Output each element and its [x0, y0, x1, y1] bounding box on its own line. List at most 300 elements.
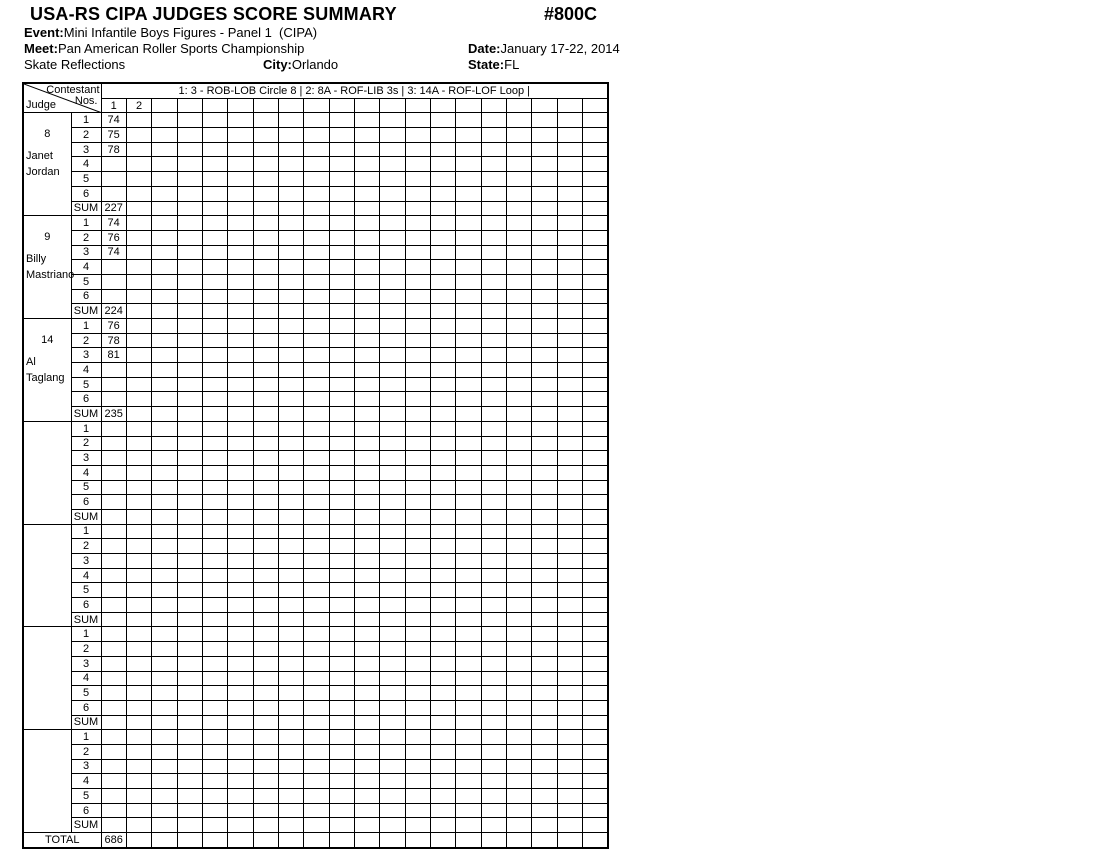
- score-cell: [380, 377, 405, 392]
- score-cell: [507, 128, 532, 143]
- sum-cell: [152, 407, 177, 422]
- score-cell: [253, 598, 278, 613]
- score-cell: [405, 245, 430, 260]
- score-cell: [456, 348, 481, 363]
- score-cell: [152, 451, 177, 466]
- score-cell: [532, 627, 557, 642]
- score-cell: [532, 642, 557, 657]
- judge-4-row-5: [23, 480, 608, 495]
- score-cell: [557, 656, 582, 671]
- score-cell: [405, 348, 430, 363]
- score-cell: [278, 583, 303, 598]
- judge-cell: [23, 319, 71, 422]
- score-cell: [380, 216, 405, 231]
- contestant-number-cell: [304, 98, 329, 113]
- score-cell: [329, 744, 354, 759]
- figure-row-label: SUM: [71, 201, 101, 216]
- score-cell: [177, 392, 202, 407]
- sum-cell: [456, 612, 481, 627]
- score-cell: [177, 230, 202, 245]
- score-cell: [557, 113, 582, 128]
- sum-cell: [228, 612, 253, 627]
- figure-row-label: 3: [71, 759, 101, 774]
- sum-cell: [532, 201, 557, 216]
- score-cell: [253, 700, 278, 715]
- score-cell: [557, 686, 582, 701]
- score-cell: [228, 436, 253, 451]
- score-cell: [253, 142, 278, 157]
- score-cell: [202, 803, 227, 818]
- score-cell: [430, 554, 455, 569]
- score-cell: [177, 128, 202, 143]
- score-cell: [583, 289, 608, 304]
- sum-cell: [354, 304, 379, 319]
- sum-cell: [177, 201, 202, 216]
- score-cell: [126, 656, 151, 671]
- sum-cell: [380, 304, 405, 319]
- sum-cell: [456, 407, 481, 422]
- score-cell: [430, 671, 455, 686]
- score-cell: [380, 495, 405, 510]
- score-cell: [304, 377, 329, 392]
- score-cell: [507, 245, 532, 260]
- judge-6-row-5: [23, 686, 608, 701]
- score-cell: [532, 142, 557, 157]
- figure-row-label: 5: [71, 789, 101, 804]
- score-cell: [481, 700, 506, 715]
- score-cell: [557, 274, 582, 289]
- score-cell: [253, 627, 278, 642]
- score-cell: [126, 686, 151, 701]
- score-cell: [329, 230, 354, 245]
- venue-text: Skate Reflections: [24, 57, 126, 72]
- score-cell: [354, 759, 379, 774]
- score-cell: [430, 598, 455, 613]
- contestant-numbers-row: [23, 98, 608, 113]
- score-cell: [507, 774, 532, 789]
- score-cell: [557, 568, 582, 583]
- sum-cell: [430, 612, 455, 627]
- score-cell: [405, 451, 430, 466]
- score-cell: [405, 319, 430, 334]
- figure-row-label: 6: [71, 186, 101, 201]
- score-cell: [278, 774, 303, 789]
- score-cell: [177, 642, 202, 657]
- score-cell: [278, 759, 303, 774]
- score-cell: [228, 451, 253, 466]
- score-cell: [126, 142, 151, 157]
- score-cell: [329, 260, 354, 275]
- score-cell: [405, 583, 430, 598]
- score-cell: [304, 744, 329, 759]
- score-cell: [583, 451, 608, 466]
- sum-cell: [583, 715, 608, 730]
- judge-3-row-1: [23, 319, 608, 334]
- sum-cell: [228, 304, 253, 319]
- score-cell: [329, 686, 354, 701]
- sum-cell: [253, 201, 278, 216]
- score-cell: [304, 113, 329, 128]
- score-cell: [583, 157, 608, 172]
- score-cell: [126, 465, 151, 480]
- figure-row-label: 6: [71, 495, 101, 510]
- score-cell: [430, 436, 455, 451]
- score-cell: [481, 377, 506, 392]
- meet-line: [24, 41, 304, 56]
- score-cell: [481, 216, 506, 231]
- score-cell: [253, 495, 278, 510]
- judge-6-row-2: [23, 642, 608, 657]
- score-cell: [507, 436, 532, 451]
- score-cell: [278, 730, 303, 745]
- score-cell: [278, 803, 303, 818]
- score-cell: [456, 583, 481, 598]
- judge-name: Al Taglang: [26, 356, 65, 384]
- sum-cell: [430, 407, 455, 422]
- score-cell: [152, 113, 177, 128]
- score-cell: [253, 568, 278, 583]
- score-cell: [430, 524, 455, 539]
- score-cell: [354, 730, 379, 745]
- score-cell: [152, 216, 177, 231]
- score-cell: [583, 436, 608, 451]
- score-cell: [456, 186, 481, 201]
- score-cell: [380, 186, 405, 201]
- figure-row-label: SUM: [71, 612, 101, 627]
- sum-cell: [532, 304, 557, 319]
- sum-cell: [304, 715, 329, 730]
- score-cell: [532, 554, 557, 569]
- judge-5-row-3: [23, 554, 608, 569]
- score-cell: [481, 803, 506, 818]
- judge-5-row-1: [23, 524, 608, 539]
- judge-3-row-2: [23, 333, 608, 348]
- score-cell: [202, 142, 227, 157]
- judge-2-row-sum: [23, 304, 608, 319]
- meet-label: Meet:: [24, 41, 58, 56]
- judge-3-row-5: [23, 377, 608, 392]
- score-cell: [405, 730, 430, 745]
- sum-cell: [380, 509, 405, 524]
- score-cell: [329, 803, 354, 818]
- score-cell: [354, 186, 379, 201]
- score-cell: [481, 392, 506, 407]
- total-cell: [430, 833, 455, 848]
- score-cell: [456, 289, 481, 304]
- score-cell: [456, 245, 481, 260]
- contestant-number-cell: [481, 98, 506, 113]
- score-cell: [380, 686, 405, 701]
- sum-cell: [430, 818, 455, 833]
- total-cell: [354, 833, 379, 848]
- sum-cell: [177, 407, 202, 422]
- score-cell: [228, 113, 253, 128]
- score-cell: [507, 274, 532, 289]
- figure-row-label: 5: [71, 172, 101, 187]
- score-cell: [532, 392, 557, 407]
- figure-row-label: 1: [71, 421, 101, 436]
- score-cell: [152, 186, 177, 201]
- score-cell: [126, 377, 151, 392]
- score-cell: 78: [101, 142, 126, 157]
- score-cell: [430, 348, 455, 363]
- figure-row-label: 2: [71, 539, 101, 554]
- sum-cell: [481, 509, 506, 524]
- score-cell: [507, 671, 532, 686]
- sum-cell: [456, 304, 481, 319]
- score-cell: [405, 216, 430, 231]
- score-cell: [228, 480, 253, 495]
- score-cell: [405, 363, 430, 378]
- score-cell: [152, 480, 177, 495]
- score-cell: [405, 465, 430, 480]
- score-cell: [278, 495, 303, 510]
- score-cell: [456, 451, 481, 466]
- figure-row-label: 3: [71, 451, 101, 466]
- score-cell: [405, 142, 430, 157]
- figure-row-label: 6: [71, 803, 101, 818]
- score-cell: [583, 686, 608, 701]
- score-cell: [430, 421, 455, 436]
- judge-2-row-1: [23, 216, 608, 231]
- sum-cell: [481, 715, 506, 730]
- score-cell: [126, 730, 151, 745]
- score-cell: [126, 289, 151, 304]
- score-cell: [557, 583, 582, 598]
- score-cell: [532, 656, 557, 671]
- score-cell: [101, 524, 126, 539]
- score-cell: [304, 583, 329, 598]
- score-cell: [532, 759, 557, 774]
- judge-cell: [23, 730, 71, 833]
- score-cell: [481, 524, 506, 539]
- judge-7-row-5: [23, 789, 608, 804]
- score-cell: [430, 142, 455, 157]
- score-cell: [253, 363, 278, 378]
- score-cell: [557, 730, 582, 745]
- score-cell: [152, 774, 177, 789]
- figure-row-label: 5: [71, 274, 101, 289]
- state-label: State:: [468, 57, 505, 72]
- score-cell: [202, 363, 227, 378]
- judge-1-row-sum: [23, 201, 608, 216]
- score-cell: [380, 465, 405, 480]
- score-cell: [126, 274, 151, 289]
- figure-row-label: 5: [71, 583, 101, 598]
- score-cell: [456, 480, 481, 495]
- score-cell: [329, 348, 354, 363]
- figure-row-label: 4: [71, 363, 101, 378]
- figure-row-label: 1: [71, 319, 101, 334]
- score-cell: [532, 539, 557, 554]
- score-cell: [456, 524, 481, 539]
- score-cell: [253, 319, 278, 334]
- sum-cell: [152, 509, 177, 524]
- score-cell: [532, 700, 557, 715]
- figure-row-label: 3: [71, 348, 101, 363]
- score-cell: [583, 759, 608, 774]
- score-cell: [177, 172, 202, 187]
- score-cell: [456, 539, 481, 554]
- score-cell: [532, 274, 557, 289]
- score-cell: [278, 172, 303, 187]
- score-cell: [329, 568, 354, 583]
- score-cell: [202, 700, 227, 715]
- contestant-number-cell: [557, 98, 582, 113]
- judge-6-row-3: [23, 656, 608, 671]
- score-cell: [101, 583, 126, 598]
- figure-row-label: SUM: [71, 407, 101, 422]
- score-cell: [202, 656, 227, 671]
- figure-row-label: 1: [71, 524, 101, 539]
- score-cell: [507, 524, 532, 539]
- score-cell: [405, 524, 430, 539]
- score-cell: [583, 245, 608, 260]
- score-cell: [101, 172, 126, 187]
- sum-cell: [304, 304, 329, 319]
- score-cell: [177, 377, 202, 392]
- total-cell: [456, 833, 481, 848]
- score-cell: [152, 656, 177, 671]
- judge-2-row-3: [23, 245, 608, 260]
- score-cell: [557, 157, 582, 172]
- score-cell: [101, 598, 126, 613]
- sum-cell: [354, 407, 379, 422]
- score-cell: [152, 319, 177, 334]
- score-cell: [304, 363, 329, 378]
- score-cell: [177, 671, 202, 686]
- contestant-number-cell: [228, 98, 253, 113]
- score-cell: [405, 172, 430, 187]
- score-cell: [152, 539, 177, 554]
- score-cell: [456, 172, 481, 187]
- sum-cell: [405, 407, 430, 422]
- score-cell: [152, 627, 177, 642]
- score-cell: [583, 274, 608, 289]
- score-cell: [304, 759, 329, 774]
- score-cell: [228, 333, 253, 348]
- score-cell: [405, 759, 430, 774]
- score-cell: [380, 598, 405, 613]
- score-cell: [278, 421, 303, 436]
- score-cell: [557, 480, 582, 495]
- judge-1-row-4: [23, 157, 608, 172]
- score-cell: [456, 113, 481, 128]
- score-cell: [456, 789, 481, 804]
- score-cell: [507, 113, 532, 128]
- score-cell: [202, 730, 227, 745]
- score-cell: [557, 642, 582, 657]
- score-cell: [532, 744, 557, 759]
- score-cell: [456, 230, 481, 245]
- score-cell: [532, 789, 557, 804]
- score-cell: [557, 230, 582, 245]
- sum-cell: [329, 304, 354, 319]
- score-cell: [152, 583, 177, 598]
- score-cell: [532, 583, 557, 598]
- score-cell: [101, 392, 126, 407]
- score-cell: [583, 113, 608, 128]
- sum-cell: [278, 407, 303, 422]
- score-cell: [532, 465, 557, 480]
- score-cell: [354, 289, 379, 304]
- state-line: [468, 57, 519, 72]
- figure-row-label: 2: [71, 128, 101, 143]
- score-cell: [354, 230, 379, 245]
- score-cell: [177, 554, 202, 569]
- score-cell: [557, 524, 582, 539]
- judge-7-row-sum: [23, 818, 608, 833]
- score-cell: [126, 363, 151, 378]
- figures-list-header: 1: 3 - ROB-LOB Circle 8 | 2: 8A - ROF-LIB 3s | 3: 14A - ROF-LOF Loop |: [101, 83, 608, 98]
- score-cell: [405, 392, 430, 407]
- score-cell: [507, 730, 532, 745]
- score-cell: [126, 774, 151, 789]
- judge-3-row-6: [23, 392, 608, 407]
- score-cell: [380, 172, 405, 187]
- score-cell: [253, 157, 278, 172]
- score-cell: [101, 157, 126, 172]
- score-cell: [126, 157, 151, 172]
- score-cell: [380, 142, 405, 157]
- figure-row-label: SUM: [71, 509, 101, 524]
- score-cell: [202, 568, 227, 583]
- sum-cell: [126, 407, 151, 422]
- score-cell: [278, 627, 303, 642]
- score-cell: [456, 260, 481, 275]
- score-cell: [304, 671, 329, 686]
- score-cell: [507, 216, 532, 231]
- score-cell: [152, 260, 177, 275]
- score-cell: [405, 539, 430, 554]
- score-cell: [253, 113, 278, 128]
- score-cell: [126, 260, 151, 275]
- score-cell: [557, 142, 582, 157]
- score-cell: [202, 230, 227, 245]
- judge-6-row-1: [23, 627, 608, 642]
- score-cell: [101, 363, 126, 378]
- score-cell: [354, 700, 379, 715]
- score-cell: [380, 671, 405, 686]
- score-cell: [278, 348, 303, 363]
- score-cell: [101, 495, 126, 510]
- judge-6-row-sum: [23, 715, 608, 730]
- score-cell: [177, 700, 202, 715]
- score-cell: [101, 803, 126, 818]
- sum-cell: [304, 818, 329, 833]
- score-cell: [228, 348, 253, 363]
- sum-cell: [202, 201, 227, 216]
- score-cell: [152, 554, 177, 569]
- score-cell: [557, 260, 582, 275]
- sum-cell: [126, 715, 151, 730]
- score-cell: [101, 436, 126, 451]
- figure-row-label: 4: [71, 260, 101, 275]
- score-cell: [202, 671, 227, 686]
- score-cell: [329, 421, 354, 436]
- score-cell: [456, 157, 481, 172]
- sum-cell: [202, 304, 227, 319]
- score-cell: [430, 128, 455, 143]
- score-cell: [354, 421, 379, 436]
- score-cell: [380, 113, 405, 128]
- score-cell: [481, 436, 506, 451]
- score-cell: [481, 142, 506, 157]
- total-cell: [202, 833, 227, 848]
- score-cell: [456, 363, 481, 378]
- score-cell: [253, 348, 278, 363]
- score-cell: 75: [101, 128, 126, 143]
